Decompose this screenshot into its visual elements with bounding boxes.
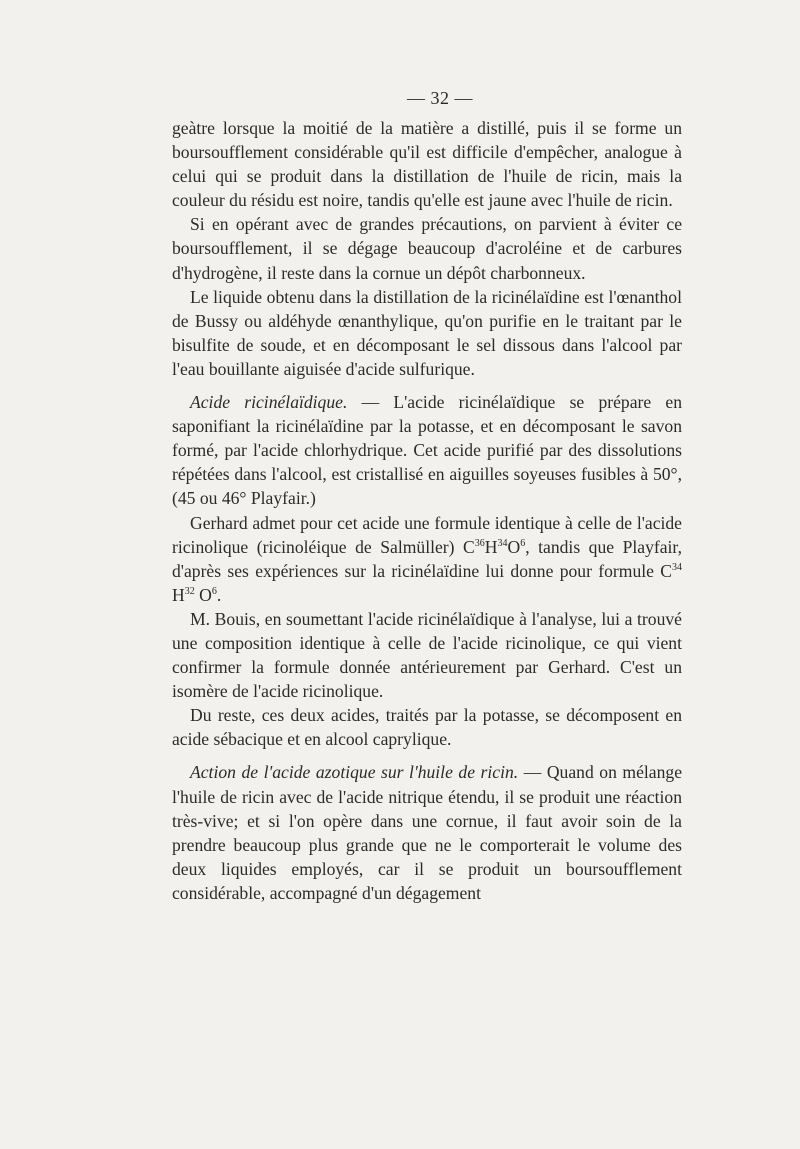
- paragraph-7-text: Du reste, ces deux acides, traités par la potasse, se décomposent en acide sébacique et en alcool caprylique.: [172, 705, 682, 750]
- formula-text: , tandis que Playfair, d'après ses expériences sur la ricinélaïdine lui donne pour formule C: [172, 536, 682, 581]
- paragraph-3: [172, 285, 682, 381]
- formula-text: H: [172, 584, 185, 605]
- paragraph-5: [172, 511, 682, 607]
- paragraph-8-text: — Quand on mélange l'huile de ricin avec de l'acide nitrique étendu, il se produit une réaction très-vive; et si l'on opère dans une cornue, il faut avoir soin de la prendre beaucoup plus grande que ne le comporterait le volume des deux liquides employés, car il se produit un boursoufflement considérable, accompagné d'un dégagement: [172, 762, 683, 903]
- page-number: — 32 —: [407, 88, 473, 108]
- section-heading-action-acide-azotique: Action de l'acide azotique sur l'huile de ricin.: [190, 762, 519, 783]
- formula-text-1: Gerhard admet pour cet acide une formule identique à celle de l'acide ricinolique (ricinoléique de Salmüller) C: [172, 512, 682, 557]
- formula-text: O: [194, 584, 212, 605]
- paragraph-2-text: Si en opérant avec de grandes précautions, on parvient à éviter ce boursoufflement, il se dégage beaucoup d'acroléine et de carbures d'hydrogène, il reste dans la cornue un dépôt charbonneux.: [172, 214, 682, 283]
- paragraph-6-text: M. Bouis, en soumettant l'acide ricinélaïdique à l'analyse, lui a trouvé une composition identique à celle de l'acide ricinolique, ce qui vient confirmer la formule donnée antérieurement par Gerhard. C'est un isomère de l'acide ricinolique.: [172, 608, 682, 702]
- paragraph-2: [172, 212, 682, 284]
- formula-sup: 32: [184, 585, 195, 597]
- paragraph-1-text: geàtre lorsque la moitié de la matière a distillé, puis il se forme un boursoufflement considérable qu'il est difficile d'empêcher, analogue à celui qui se produit dans la distillation de l'huile de ricin, mais la couleur du résidu est noire, tandis qu'elle est jaune avec l'huile de ricin.: [172, 118, 682, 211]
- section-heading-acide-ricinelaidique: Acide ricinélaïdique.: [190, 392, 348, 413]
- formula-sup: 6: [520, 537, 526, 549]
- body-text: [172, 116, 682, 905]
- formula-sup: 34: [672, 561, 682, 573]
- paragraph-4: [172, 390, 682, 510]
- formula-sup: 36: [474, 537, 485, 549]
- paragraph-7: [172, 703, 682, 751]
- formula-text: .: [216, 584, 222, 605]
- formula-sup: 6: [211, 585, 217, 597]
- paragraph-8: [172, 760, 682, 905]
- paragraph-3-text: Le liquide obtenu dans la distillation de la ricinélaïdine est l'œnanthol de Bussy ou aldéhyde œnanthylique, qu'on purifie en le traitant par le bisulfite de soude, et en décomposant le sel dissous dans l'alcool par l'eau bouillante aiguisée d'acide sulfurique.: [172, 286, 682, 379]
- formula-text: H: [484, 536, 498, 557]
- paragraph-6: [172, 607, 682, 703]
- paragraph-4-text: — L'acide ricinélaïdique se prépare en saponifiant la ricinélaïdine par la potasse, et en décomposant le savon formé, par l'acide chlorhydrique. Cet acide purifié par des dissolutions répétées dans l'alcool, est cristallisé en aiguilles soyeuses fusibles à 50°, (45 ou 46° Playfair.): [172, 392, 682, 509]
- formula-text: O: [507, 536, 521, 557]
- paragraph-1: [172, 116, 682, 212]
- formula-sup: 34: [497, 537, 508, 549]
